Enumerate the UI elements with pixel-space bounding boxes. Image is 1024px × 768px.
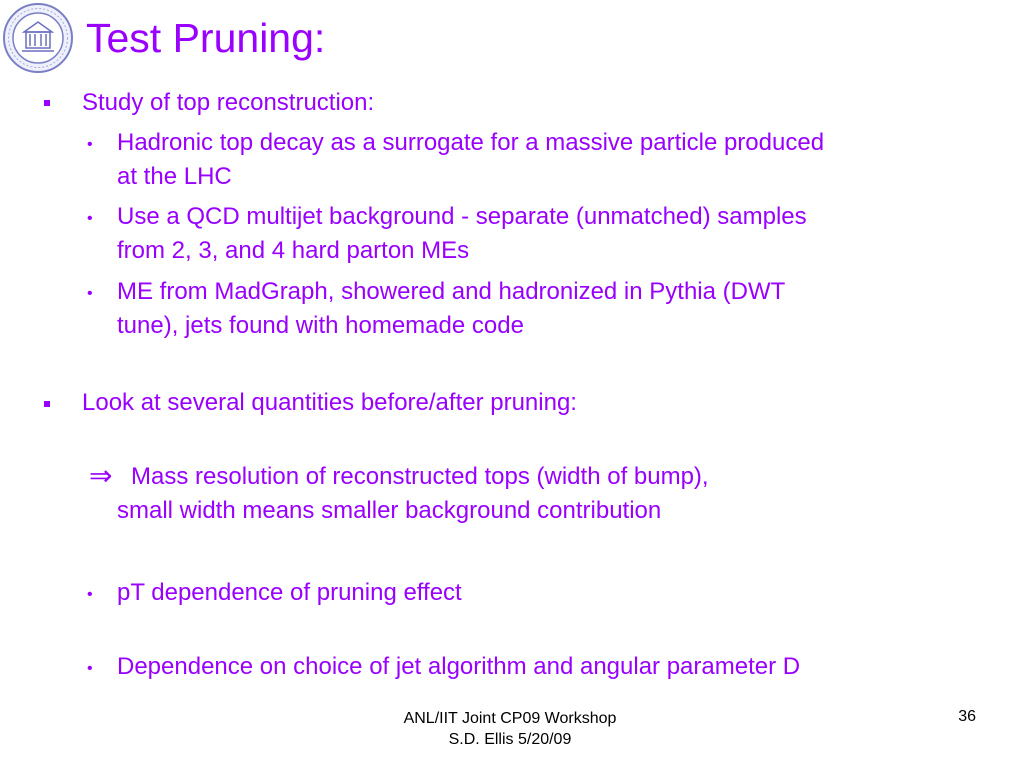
- implication-text-cont: small width means smaller background contribution: [117, 497, 662, 524]
- slide-title: Test Pruning:: [86, 15, 326, 61]
- sub-bullet-text: Hadronic top decay as a surrogate for a massive particle produced: [117, 129, 825, 156]
- bullet-text: Look at several quantities before/after pruning:: [82, 389, 577, 416]
- sub-bullet-text: Use a QCD multijet background - separate (unmatched) samples: [117, 203, 807, 230]
- sub-bullet-text-cont: from 2, 3, and 4 hard parton MEs: [117, 237, 470, 264]
- page-number: 36: [958, 708, 976, 725]
- implication-text: Mass resolution of reconstructed tops (width of bump),: [131, 463, 709, 490]
- dot-bullet-icon: •: [87, 285, 93, 302]
- sub-bullet-text-cont: tune), jets found with homemade code: [117, 312, 524, 339]
- dot-bullet-icon: •: [87, 660, 93, 677]
- implies-arrow-icon: ⇒: [89, 460, 113, 491]
- sub-bullet-text-cont: at the LHC: [117, 163, 232, 190]
- sub-bullet-text: Dependence on choice of jet algorithm and angular parameter D: [117, 653, 801, 680]
- dot-bullet-icon: •: [87, 136, 93, 153]
- square-bullet-icon: [44, 401, 50, 407]
- footer: [360, 708, 660, 750]
- sub-bullet-text: pT dependence of pruning effect: [117, 579, 462, 606]
- dot-bullet-icon: •: [87, 586, 93, 603]
- footer-line: ANL/IIT Joint CP09 Workshop: [403, 710, 617, 727]
- footer-line: S.D. Ellis 5/20/09: [448, 731, 572, 748]
- bullet-text: Study of top reconstruction:: [82, 89, 375, 116]
- dot-bullet-icon: •: [87, 210, 93, 227]
- square-bullet-icon: [44, 100, 50, 106]
- sub-bullet-text: ME from MadGraph, showered and hadronized in Pythia (DWT: [117, 278, 786, 305]
